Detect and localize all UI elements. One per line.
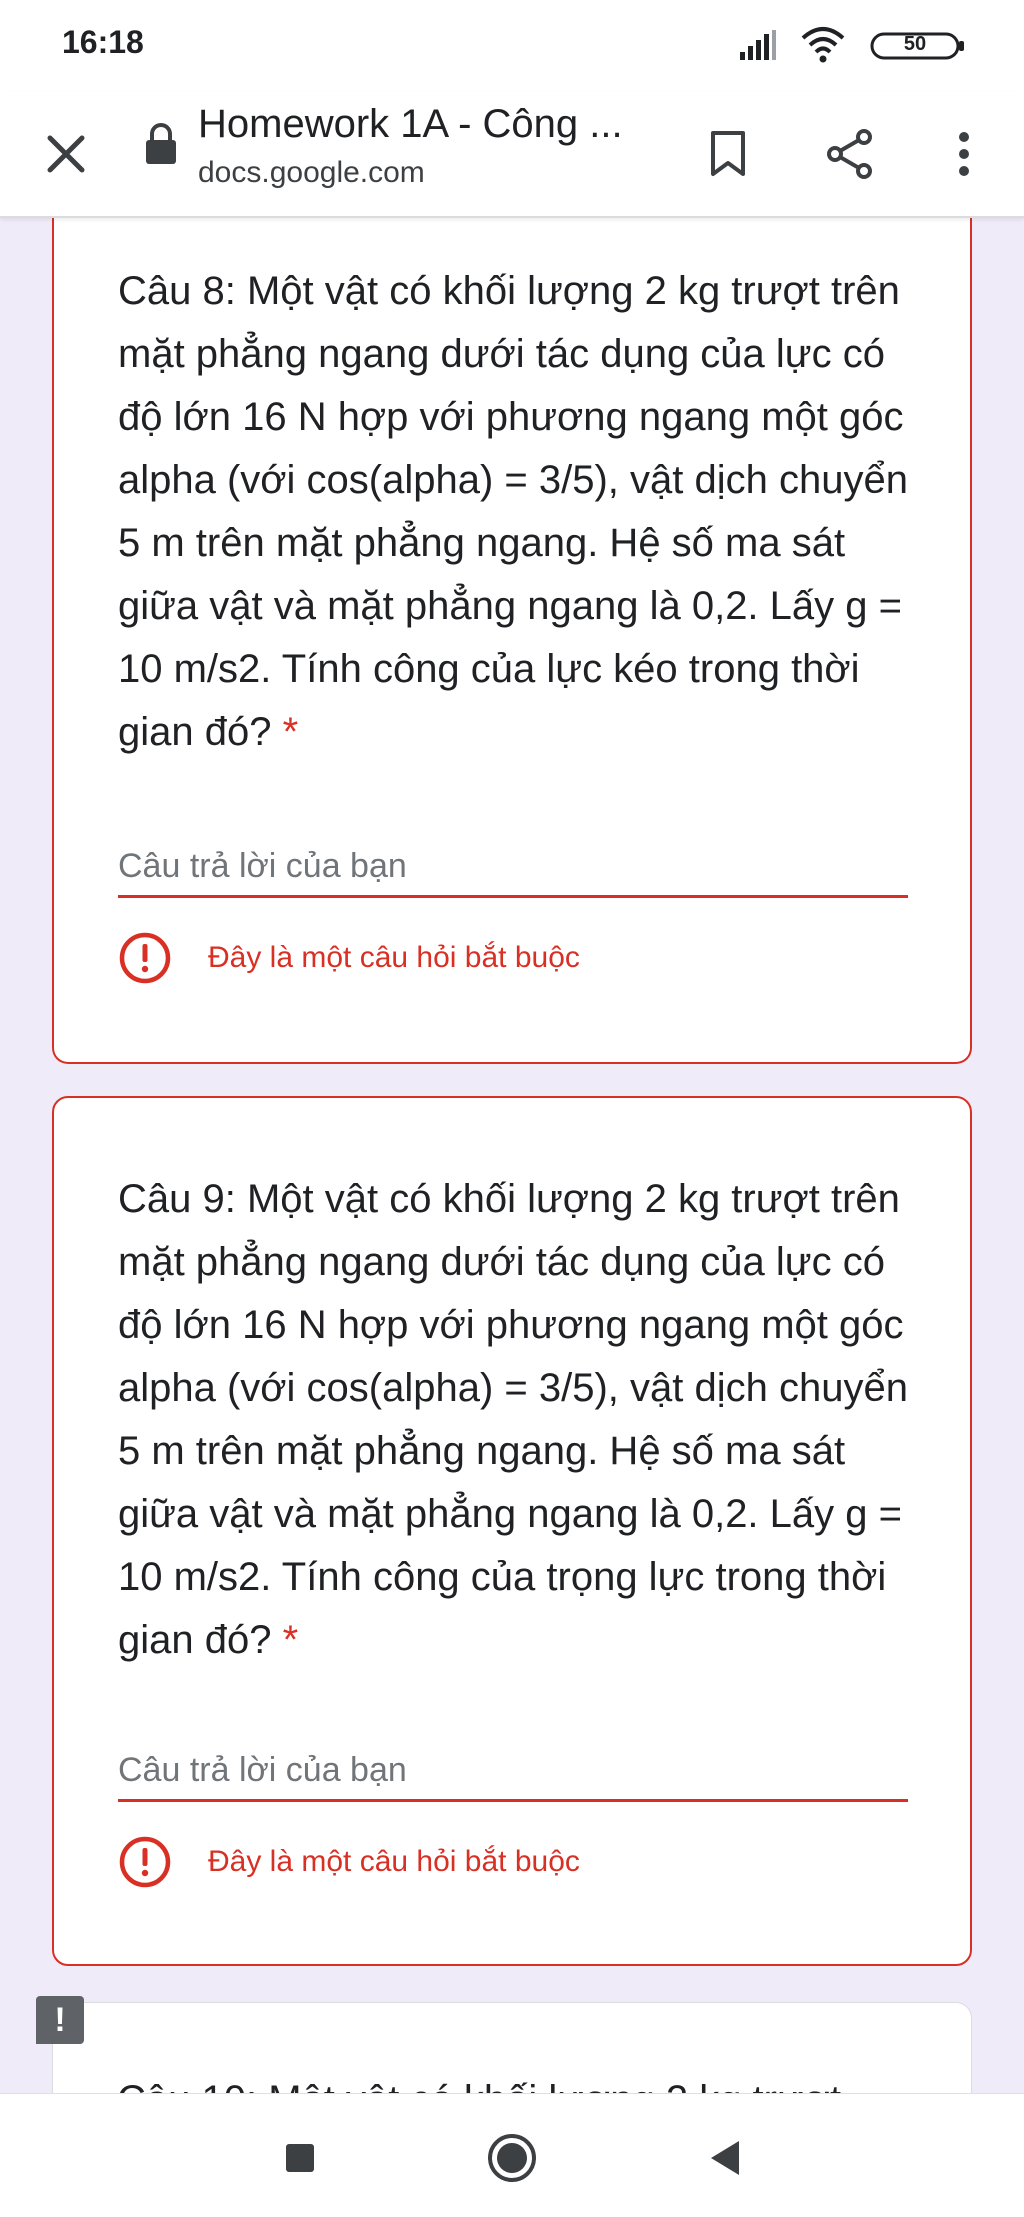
report-problem-button[interactable] (36, 1996, 84, 2044)
question-card-8 (52, 160, 972, 1064)
answer-input-8[interactable] (118, 838, 908, 898)
question-text (118, 260, 918, 764)
question-8-text: Câu 8: Một vật có khối lượng 2 kg trượt trên mặt phẳng ngang dưới tác dụng của lực có độ lớn 16 N hợp với phương ngang một góc alpha (với cos(alpha) = 3/5), vật dịch chuyển 5 m trên mặt phẳng ngang. Hệ số ma sát giữa vật và mặt phẳng ngang là 0,2. Lấy g = 10 m/s2. Tính công của lực kéo trong thời gian đó? (118, 269, 908, 754)
close-icon (46, 134, 86, 174)
status-icons (706, 26, 966, 66)
question-text (118, 1168, 918, 1672)
back-button[interactable] (686, 2120, 762, 2196)
recent-apps-icon (285, 2143, 315, 2173)
close-button[interactable] (28, 116, 104, 192)
navigation-bar (0, 2093, 1024, 2217)
lock-icon (144, 122, 178, 166)
answer-input-9[interactable] (118, 1742, 908, 1802)
battery-icon (870, 32, 966, 60)
error-message (118, 932, 580, 984)
status-time: 16:18 (62, 24, 144, 60)
bookmark-button[interactable] (690, 114, 766, 194)
page-url[interactable]: docs.google.com (198, 156, 425, 189)
error-text: Đây là một câu hỏi bắt buộc (208, 941, 580, 974)
home-icon (486, 2132, 538, 2184)
required-asterisk: * (282, 710, 299, 754)
error-icon (118, 1835, 172, 1889)
signal-icon (738, 30, 778, 60)
report-icon: ! (54, 2000, 66, 2039)
page-title[interactable]: Homework 1A - Công ... (198, 102, 623, 146)
share-icon (824, 128, 876, 180)
more-vert-icon (956, 130, 972, 178)
bookmark-icon (708, 130, 748, 178)
status-bar (0, 0, 1024, 92)
wifi-icon (800, 26, 846, 64)
browser-toolbar (0, 92, 1024, 218)
question-card-9 (52, 1096, 972, 1966)
error-icon (118, 931, 172, 985)
back-icon (707, 2139, 741, 2177)
recent-apps-button[interactable] (262, 2120, 338, 2196)
error-message (118, 1836, 580, 1888)
error-text: Đây là một câu hỏi bắt buộc (208, 1845, 580, 1878)
share-button[interactable] (812, 114, 888, 194)
required-asterisk: * (282, 1618, 299, 1662)
question-9-text: Câu 9: Một vật có khối lượng 2 kg trượt trên mặt phẳng ngang dưới tác dụng của lực có độ lớn 16 N hợp với phương ngang một góc alpha (với cos(alpha) = 3/5), vật dịch chuyển 5 m trên mặt phẳng ngang. Hệ số ma sát giữa vật và mặt phẳng ngang là 0,2. Lấy g = 10 m/s2. Tính công của trọng lực trong thời gian đó? (118, 1177, 908, 1662)
home-button[interactable] (474, 2120, 550, 2196)
more-menu-button[interactable] (926, 114, 1002, 194)
battery-level: 50 (903, 33, 927, 55)
